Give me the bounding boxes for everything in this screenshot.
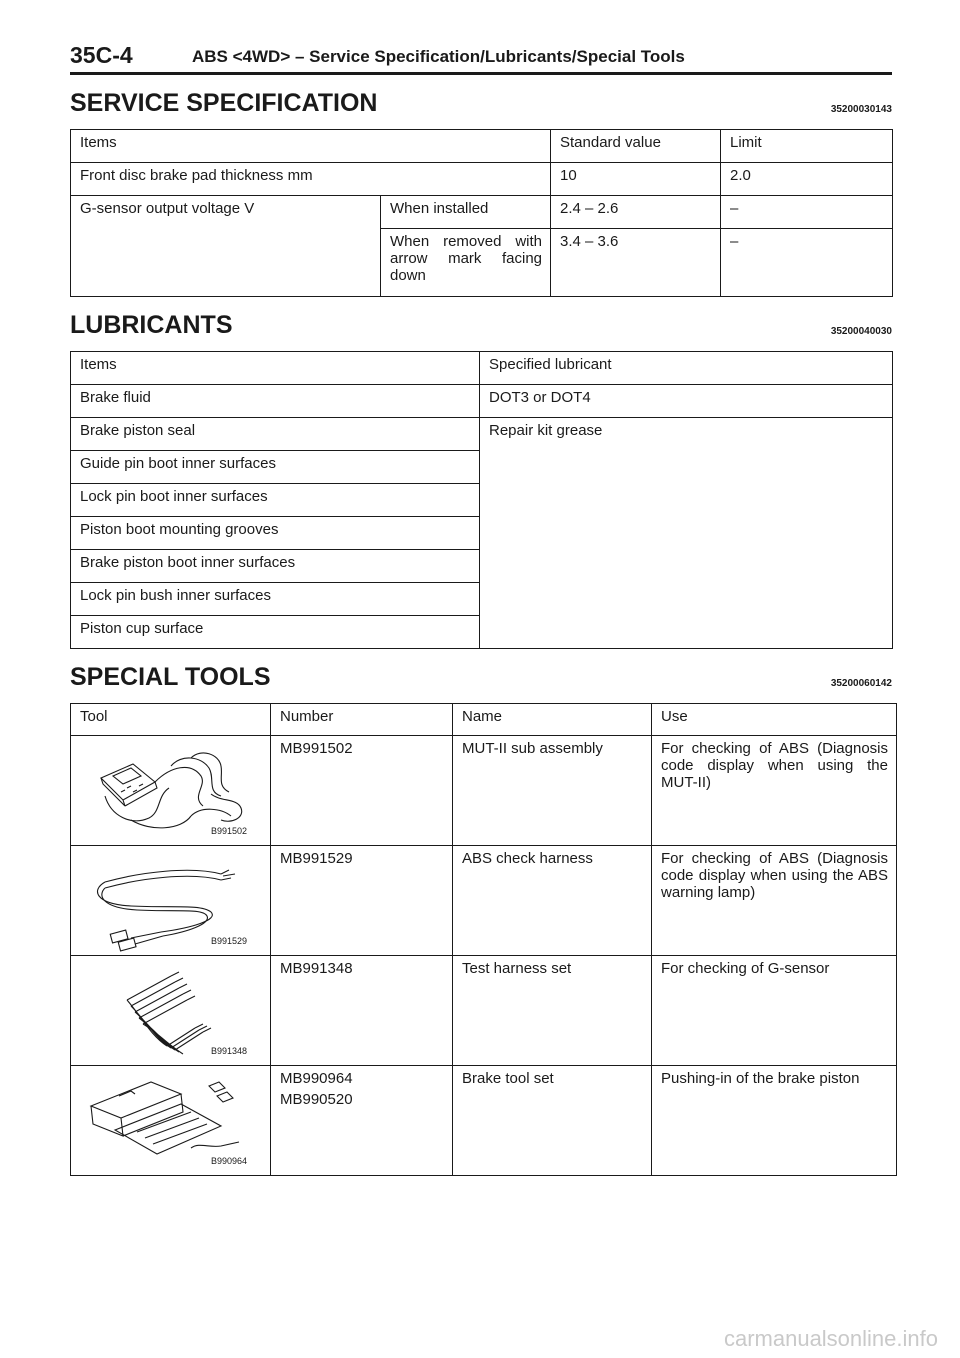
tool-image-label: B991348 [211, 1046, 248, 1056]
table-row [71, 418, 893, 451]
col-header-items: Items [71, 130, 551, 163]
col-header-standard: Standard value [551, 130, 721, 163]
name-cell: Test harness set [453, 956, 652, 1066]
name-cell: ABS check harness [453, 846, 652, 956]
tool-image-cell [71, 1066, 271, 1176]
table-row [71, 196, 893, 229]
standard-cell: 2.4 – 2.6 [551, 196, 721, 229]
col-header-use: Use [652, 704, 897, 736]
watermark: carmanualsonline.info [723, 1326, 938, 1351]
standard-cell: 10 [551, 163, 721, 196]
use-line: code display when using the ABS [661, 867, 888, 884]
col-header-number: Number [271, 704, 453, 736]
table-row [71, 736, 897, 846]
table-header-row [71, 130, 893, 163]
use-cell [652, 956, 897, 1066]
lubricant-cell: DOT3 or DOT4 [480, 385, 893, 418]
table-row [71, 163, 893, 196]
section-code: 35200040030 [830, 326, 892, 337]
page-number: 35C-4 [70, 42, 133, 68]
limit-cell: – [721, 229, 893, 297]
number-cell [271, 1066, 453, 1176]
header-rule [70, 72, 892, 75]
use-line: For checking of ABS (Diagnosis [661, 740, 888, 757]
use-cell [652, 1066, 897, 1176]
item-cell: Piston cup surface [71, 616, 480, 649]
limit-cell: 2.0 [721, 163, 893, 196]
use-cell [652, 736, 897, 846]
table-row [71, 956, 897, 1066]
tool-image-label: B990964 [211, 1156, 248, 1166]
table-row [71, 385, 893, 418]
item-cell: G-sensor output voltage V [71, 196, 381, 297]
number-cell: MB991348 [271, 956, 453, 1066]
condition-cell: When removed with arrow mark facing down [381, 229, 551, 297]
tool-image-cell [71, 736, 271, 846]
section-code: 35200030143 [830, 104, 892, 115]
item-cell: Guide pin boot inner surfaces [71, 451, 480, 484]
use-line: warning lamp) [661, 884, 756, 901]
item-cell: Front disc brake pad thickness mm [71, 163, 551, 196]
lubricants-table [70, 351, 893, 649]
col-header-tool: Tool [71, 704, 271, 736]
item-cell: Piston boot mounting grooves [71, 517, 480, 550]
table-header-row [71, 704, 897, 736]
special-tools-table [70, 703, 897, 1176]
section-code: 35200060142 [830, 678, 892, 689]
page-title: ABS <4WD> – Service Specification/Lubricants/Special Tools [192, 47, 685, 66]
use-line: Pushing-in of the brake piston [661, 1070, 860, 1087]
mut-ii-tester-illustration [71, 736, 271, 846]
use-line: MUT-II) [661, 774, 711, 791]
number-line: MB990964 [280, 1070, 353, 1087]
page-header [70, 40, 892, 72]
tool-image-cell [71, 956, 271, 1066]
section-title: LUBRICANTS [70, 311, 233, 339]
service-spec-table [70, 129, 893, 297]
table-row [71, 846, 897, 956]
tool-image-label: B991529 [211, 936, 248, 946]
tool-image-label: B991502 [211, 826, 248, 836]
use-line: code display when using the [661, 757, 888, 774]
limit-cell: – [721, 196, 893, 229]
col-header-name: Name [453, 704, 652, 736]
col-header-lubricant: Specified lubricant [480, 352, 893, 385]
number-line: MB990520 [280, 1091, 353, 1108]
name-cell: MUT-II sub assembly [453, 736, 652, 846]
table-row [71, 1066, 897, 1176]
special-tools-heading [70, 662, 892, 692]
tool-image-cell [71, 846, 271, 956]
lubricant-cell: Repair kit grease [480, 418, 893, 649]
item-cell: Brake piston seal [71, 418, 480, 451]
item-cell: Brake piston boot inner surfaces [71, 550, 480, 583]
section-title: SERVICE SPECIFICATION [70, 89, 378, 117]
number-cell: MB991502 [271, 736, 453, 846]
lubricants-heading [70, 310, 892, 340]
brake-tool-set-illustration [71, 1066, 271, 1176]
condition-cell: When installed [381, 196, 551, 229]
section-title: SPECIAL TOOLS [70, 663, 271, 691]
item-cell: Brake fluid [71, 385, 480, 418]
abs-check-harness-illustration [71, 846, 271, 956]
name-cell: Brake tool set [453, 1066, 652, 1176]
number-cell: MB991529 [271, 846, 453, 956]
service-spec-heading [70, 88, 892, 118]
use-line: For checking of ABS (Diagnosis [661, 850, 888, 867]
use-line: For checking of G-sensor [661, 960, 830, 977]
col-header-items: Items [71, 352, 480, 385]
test-harness-set-illustration [71, 956, 271, 1066]
item-cell: Lock pin bush inner surfaces [71, 583, 480, 616]
table-header-row [71, 352, 893, 385]
item-cell: Lock pin boot inner surfaces [71, 484, 480, 517]
use-cell [652, 846, 897, 956]
col-header-limit: Limit [721, 130, 893, 163]
standard-cell: 3.4 – 3.6 [551, 229, 721, 297]
